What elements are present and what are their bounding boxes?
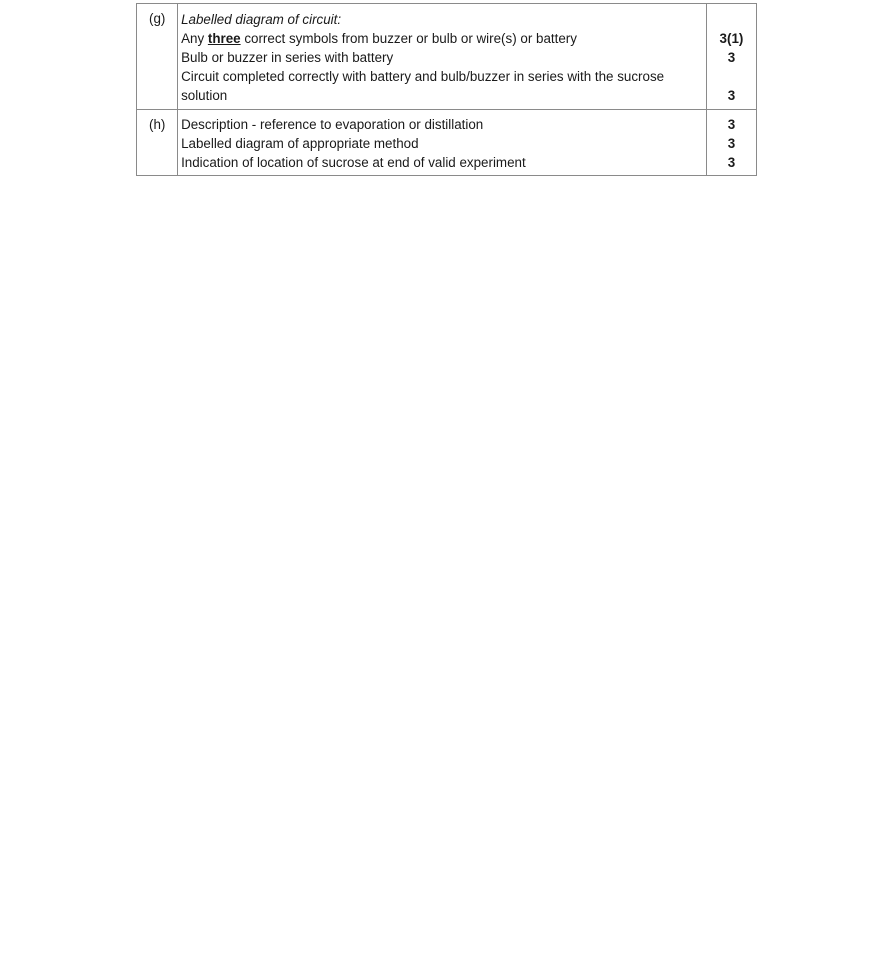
mark-blank	[707, 67, 756, 86]
criterion-symbols-emphasis: three	[207, 31, 241, 46]
marks-cell-h	[706, 110, 756, 176]
criterion-heading-g: Labelled diagram of circuit:	[181, 12, 342, 27]
criterion-circuit-completed: Circuit completed correctly with battery and bulb/buzzer in series with the sucrose	[181, 69, 665, 84]
marking-scheme-table	[136, 3, 757, 176]
criterion-symbols-prefix: Any	[181, 31, 208, 46]
criterion-circuit-completed-cont: solution	[181, 88, 228, 103]
part-label-g: (g)	[137, 4, 178, 110]
description-cell-g	[178, 4, 707, 110]
table-row-h	[137, 110, 757, 176]
mark-circuit-completed: 3	[727, 88, 736, 103]
criterion-series: Bulb or buzzer in series with battery	[181, 50, 394, 65]
mark-labelled-diagram: 3	[727, 136, 736, 151]
marks-cell-g	[706, 4, 756, 110]
mark-location: 3	[727, 155, 736, 170]
criterion-symbols-rest: correct symbols from buzzer or bulb or wire(s) or battery	[240, 31, 577, 46]
mark-blank	[707, 10, 756, 29]
description-cell-h	[178, 110, 707, 176]
criterion-description: Description - reference to evaporation or distillation	[181, 117, 484, 132]
criterion-symbols	[181, 29, 702, 48]
criterion-location: Indication of location of sucrose at end of valid experiment	[181, 155, 526, 170]
mark-series: 3	[727, 50, 736, 65]
part-label-h: (h)	[137, 110, 178, 176]
criterion-labelled-diagram: Labelled diagram of appropriate method	[181, 136, 419, 151]
mark-symbols: 3(1)	[719, 31, 744, 46]
mark-description: 3	[727, 117, 736, 132]
table-row-g	[137, 4, 757, 110]
